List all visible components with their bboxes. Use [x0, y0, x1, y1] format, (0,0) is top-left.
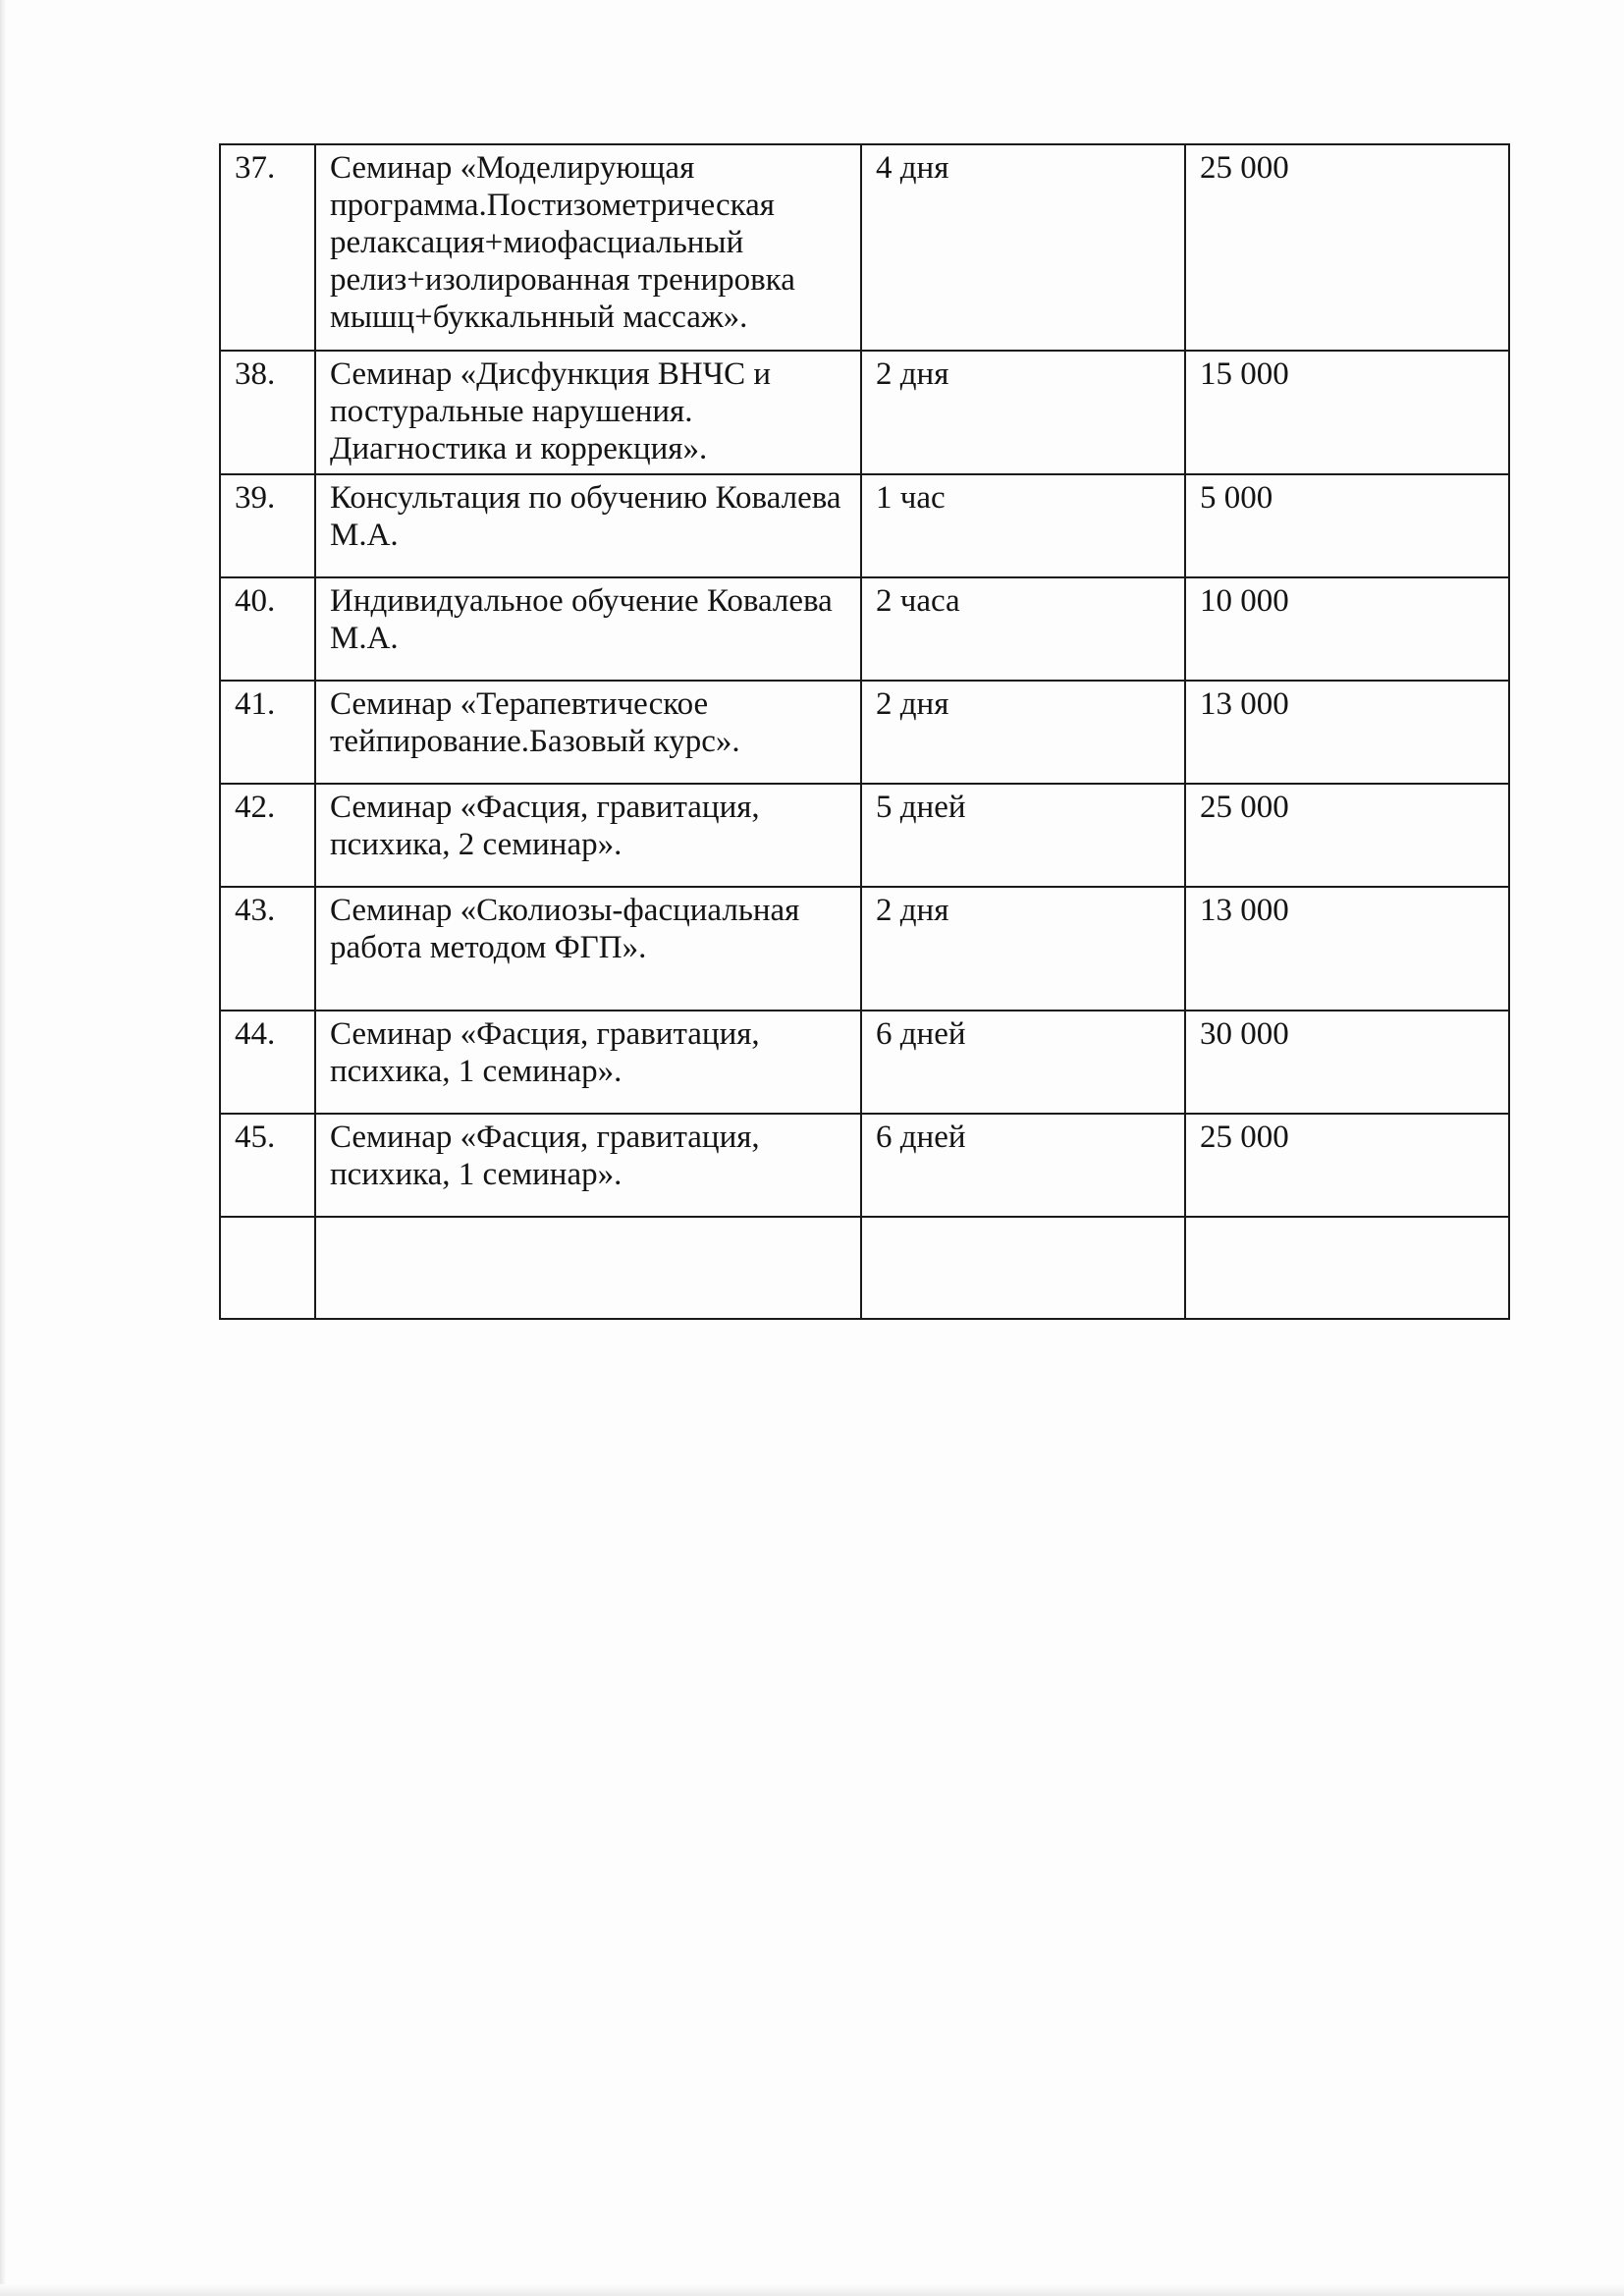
table-row [220, 474, 1509, 577]
service-duration: 6 дней [861, 1011, 1185, 1114]
service-duration: 4 дня [861, 144, 1185, 351]
table-row [220, 1114, 1509, 1217]
service-duration: 2 часа [861, 577, 1185, 681]
service-name: Семинар «Сколиозы-фасциальная работа методом ФГП». [315, 887, 861, 1011]
table-row [220, 887, 1509, 1011]
service-duration: 2 дня [861, 681, 1185, 784]
service-name: Семинар «Дисфункция ВНЧС и постуральные нарушения. Диагностика и коррекция». [315, 351, 861, 474]
service-price: 15 000 [1185, 351, 1509, 474]
row-number [220, 1217, 315, 1319]
row-number: 39. [220, 474, 315, 577]
service-price: 13 000 [1185, 681, 1509, 784]
row-number: 41. [220, 681, 315, 784]
service-price: 25 000 [1185, 784, 1509, 887]
service-duration: 6 дней [861, 1114, 1185, 1217]
row-number: 45. [220, 1114, 315, 1217]
service-duration: 2 дня [861, 887, 1185, 1011]
service-price: 13 000 [1185, 887, 1509, 1011]
row-number: 44. [220, 1011, 315, 1114]
row-number: 37. [220, 144, 315, 351]
service-price: 30 000 [1185, 1011, 1509, 1114]
service-name [315, 1217, 861, 1319]
service-price: 5 000 [1185, 474, 1509, 577]
service-name: Семинар «Фасция, гравитация, психика, 1 семинар». [315, 1114, 861, 1217]
row-number: 42. [220, 784, 315, 887]
table-row [220, 1011, 1509, 1114]
service-duration: 2 дня [861, 351, 1185, 474]
table-row [220, 681, 1509, 784]
service-name: Семинар «Фасция, гравитация, психика, 1 семинар». [315, 1011, 861, 1114]
table-row [220, 144, 1509, 351]
service-price: 10 000 [1185, 577, 1509, 681]
service-price [1185, 1217, 1509, 1319]
service-name: Семинар «Фасция, гравитация, психика, 2 семинар». [315, 784, 861, 887]
service-name: Индивидуальное обучение Ковалева М.А. [315, 577, 861, 681]
table-row-empty [220, 1217, 1509, 1319]
table-row [220, 784, 1509, 887]
service-name: Семинар «Моделирующая программа.Постизометрическая релаксация+миофасциальный релиз+изолированная тренировка мышц+буккальнный массаж». [315, 144, 861, 351]
table-row [220, 351, 1509, 474]
service-duration: 1 час [861, 474, 1185, 577]
table-row [220, 577, 1509, 681]
row-number: 38. [220, 351, 315, 474]
price-table [219, 143, 1510, 1320]
service-name: Консультация по обучению Ковалева М.А. [315, 474, 861, 577]
row-number: 43. [220, 887, 315, 1011]
service-price: 25 000 [1185, 1114, 1509, 1217]
row-number: 40. [220, 577, 315, 681]
service-name: Семинар «Терапевтическое тейпирование.Базовый курс». [315, 681, 861, 784]
service-price: 25 000 [1185, 144, 1509, 351]
scan-bottom-edge [0, 2284, 1624, 2296]
service-duration [861, 1217, 1185, 1319]
scan-edge-shadow [0, 0, 6, 2296]
service-duration: 5 дней [861, 784, 1185, 887]
